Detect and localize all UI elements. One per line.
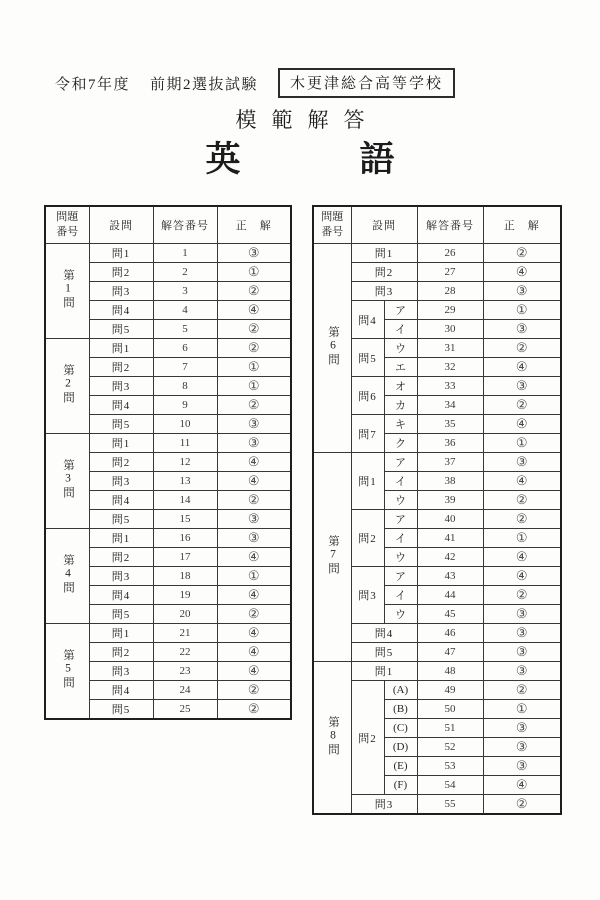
question-cell: 問4 [351, 624, 417, 643]
sub-question-cell: ウ [384, 548, 417, 567]
correct-answer-cell: ② [217, 700, 291, 720]
answer-number-cell: 44 [417, 586, 483, 605]
question-cell: 問2 [351, 263, 417, 282]
question-cell: 問3 [351, 282, 417, 301]
sub-question-cell: ア [384, 301, 417, 320]
correct-answer-cell: ② [217, 681, 291, 700]
question-cell: 問4 [89, 396, 153, 415]
answer-number-cell: 34 [417, 396, 483, 415]
correct-answer-cell: ① [483, 700, 561, 719]
correct-answer-cell: ④ [483, 548, 561, 567]
header-problem-no: 問題番号 [313, 206, 351, 244]
sub-question-cell: (A) [384, 681, 417, 700]
answer-row [45, 434, 291, 453]
answer-number-cell: 43 [417, 567, 483, 586]
answer-number-cell: 2 [153, 263, 217, 282]
correct-answer-cell: ① [217, 377, 291, 396]
question-cell: 問5 [351, 643, 417, 662]
question-cell: 問3 [89, 662, 153, 681]
correct-answer-cell: ② [217, 339, 291, 358]
sub-question-cell: イ [384, 320, 417, 339]
correct-answer-cell: ③ [483, 453, 561, 472]
question-cell: 問4 [89, 301, 153, 320]
question-cell: 問2 [351, 681, 384, 795]
answer-row [313, 415, 561, 434]
answer-number-cell: 11 [153, 434, 217, 453]
answer-row [45, 244, 291, 263]
answer-row [45, 624, 291, 643]
question-cell: 問4 [89, 681, 153, 700]
answer-number-cell: 22 [153, 643, 217, 662]
answer-number-cell: 51 [417, 719, 483, 738]
question-cell: 問2 [89, 453, 153, 472]
problem-number-cell: 第7問 [313, 453, 351, 662]
question-cell: 問1 [89, 434, 153, 453]
correct-answer-cell: ① [217, 567, 291, 586]
answer-number-cell: 16 [153, 529, 217, 548]
correct-answer-cell: ④ [217, 548, 291, 567]
answer-number-cell: 12 [153, 453, 217, 472]
header-correct: 正 解 [217, 206, 291, 244]
subject-row [0, 132, 600, 182]
problem-number-cell: 第6問 [313, 244, 351, 453]
sub-question-cell: (D) [384, 738, 417, 757]
answer-number-cell: 25 [153, 700, 217, 720]
sub-question-cell: カ [384, 396, 417, 415]
question-cell: 問1 [89, 339, 153, 358]
question-cell: 問4 [351, 301, 384, 339]
correct-answer-cell: ④ [483, 415, 561, 434]
era-label: 令和7年度 [55, 76, 131, 93]
header-question: 設問 [351, 206, 417, 244]
answer-number-cell: 33 [417, 377, 483, 396]
question-cell: 問1 [351, 453, 384, 510]
problem-number-cell: 第8問 [313, 662, 351, 815]
problem-number-cell: 第5問 [45, 624, 89, 720]
table-header-row [45, 206, 291, 244]
answer-number-cell: 29 [417, 301, 483, 320]
question-cell: 問3 [89, 377, 153, 396]
answer-row [313, 510, 561, 529]
answer-row [313, 377, 561, 396]
correct-answer-cell: ② [217, 320, 291, 339]
correct-answer-cell: ① [483, 301, 561, 320]
answer-number-cell: 36 [417, 434, 483, 453]
correct-answer-cell: ④ [217, 643, 291, 662]
answer-row [45, 339, 291, 358]
answer-number-cell: 46 [417, 624, 483, 643]
answer-number-cell: 14 [153, 491, 217, 510]
correct-answer-cell: ④ [217, 453, 291, 472]
answer-number-cell: 17 [153, 548, 217, 567]
correct-answer-cell: ④ [217, 586, 291, 605]
sub-question-cell: ア [384, 510, 417, 529]
exam-label: 前期2選抜試験 [150, 76, 259, 93]
answer-number-cell: 26 [417, 244, 483, 263]
doc-title-row [0, 104, 600, 134]
correct-answer-cell: ② [483, 510, 561, 529]
correct-answer-cell: ② [217, 491, 291, 510]
header-answer-no: 解答番号 [417, 206, 483, 244]
question-cell: 問5 [89, 415, 153, 434]
answer-number-cell: 54 [417, 776, 483, 795]
correct-answer-cell: ④ [483, 358, 561, 377]
correct-answer-cell: ② [483, 586, 561, 605]
answer-number-cell: 4 [153, 301, 217, 320]
answer-number-cell: 41 [417, 529, 483, 548]
question-cell: 問3 [89, 567, 153, 586]
answer-row [313, 643, 561, 662]
answer-number-cell: 7 [153, 358, 217, 377]
problem-number-cell: 第4問 [45, 529, 89, 624]
question-cell: 問5 [351, 339, 384, 377]
correct-answer-cell: ② [483, 681, 561, 700]
sub-question-cell: イ [384, 586, 417, 605]
correct-answer-cell: ② [483, 396, 561, 415]
answer-row [313, 567, 561, 586]
answer-number-cell: 3 [153, 282, 217, 301]
correct-answer-cell: ② [217, 605, 291, 624]
correct-answer-cell: ③ [483, 320, 561, 339]
correct-answer-cell: ③ [483, 719, 561, 738]
question-cell: 問1 [89, 529, 153, 548]
answer-number-cell: 18 [153, 567, 217, 586]
sub-question-cell: キ [384, 415, 417, 434]
correct-answer-cell: ② [483, 491, 561, 510]
question-cell: 問3 [351, 795, 417, 815]
answer-number-cell: 35 [417, 415, 483, 434]
sub-question-cell: ア [384, 453, 417, 472]
answer-number-cell: 48 [417, 662, 483, 681]
header-problem-no: 問題番号 [45, 206, 89, 244]
answer-number-cell: 6 [153, 339, 217, 358]
correct-answer-cell: ① [217, 263, 291, 282]
question-cell: 問3 [351, 567, 384, 624]
correct-answer-cell: ④ [217, 624, 291, 643]
correct-answer-cell: ③ [217, 529, 291, 548]
sub-question-cell: エ [384, 358, 417, 377]
sub-question-cell: (E) [384, 757, 417, 776]
answer-number-cell: 37 [417, 453, 483, 472]
sub-question-cell: ウ [384, 605, 417, 624]
answer-number-cell: 9 [153, 396, 217, 415]
question-cell: 問2 [89, 643, 153, 662]
correct-answer-cell: ② [217, 396, 291, 415]
header-question: 設問 [89, 206, 153, 244]
answer-number-cell: 42 [417, 548, 483, 567]
question-cell: 問2 [89, 358, 153, 377]
question-cell: 問6 [351, 377, 384, 415]
question-cell: 問7 [351, 415, 384, 453]
answer-row [313, 453, 561, 472]
sub-question-cell: ウ [384, 491, 417, 510]
answer-number-cell: 15 [153, 510, 217, 529]
answer-number-cell: 28 [417, 282, 483, 301]
correct-answer-cell: ④ [483, 472, 561, 491]
sub-question-cell: ウ [384, 339, 417, 358]
question-cell: 問2 [351, 510, 384, 567]
correct-answer-cell: ② [217, 282, 291, 301]
doc-title: 模範解答 [235, 108, 380, 132]
question-cell: 問1 [89, 624, 153, 643]
answer-number-cell: 21 [153, 624, 217, 643]
correct-answer-cell: ③ [483, 377, 561, 396]
correct-answer-cell: ④ [483, 263, 561, 282]
answer-number-cell: 47 [417, 643, 483, 662]
correct-answer-cell: ③ [217, 434, 291, 453]
correct-answer-cell: ② [483, 244, 561, 263]
table-header-row [313, 206, 561, 244]
answer-row [313, 624, 561, 643]
question-cell: 問3 [89, 282, 153, 301]
answer-number-cell: 24 [153, 681, 217, 700]
sub-question-cell: (B) [384, 700, 417, 719]
answer-row [313, 263, 561, 282]
question-cell: 問5 [89, 700, 153, 720]
correct-answer-cell: ④ [483, 776, 561, 795]
question-cell: 問2 [89, 263, 153, 282]
sub-question-cell: イ [384, 472, 417, 491]
correct-answer-cell: ② [483, 795, 561, 815]
correct-answer-cell: ③ [483, 738, 561, 757]
question-cell: 問5 [89, 605, 153, 624]
correct-answer-cell: ③ [217, 244, 291, 263]
answer-number-cell: 39 [417, 491, 483, 510]
header-answer-no: 解答番号 [153, 206, 217, 244]
correct-answer-cell: ① [217, 358, 291, 377]
answer-number-cell: 49 [417, 681, 483, 700]
correct-answer-cell: ③ [217, 415, 291, 434]
answer-number-cell: 13 [153, 472, 217, 491]
answer-row [313, 681, 561, 700]
question-cell: 問1 [351, 244, 417, 263]
school-name-box: 木更津総合高等学校 [278, 68, 455, 98]
correct-answer-cell: ③ [483, 282, 561, 301]
header-correct: 正 解 [483, 206, 561, 244]
question-cell: 問1 [89, 244, 153, 263]
correct-answer-cell: ③ [217, 510, 291, 529]
question-cell: 問3 [89, 472, 153, 491]
answer-number-cell: 8 [153, 377, 217, 396]
answer-number-cell: 5 [153, 320, 217, 339]
answer-number-cell: 1 [153, 244, 217, 263]
question-cell: 問5 [89, 320, 153, 339]
answer-number-cell: 20 [153, 605, 217, 624]
correct-answer-cell: ④ [217, 301, 291, 320]
answer-row [45, 529, 291, 548]
sub-question-cell: オ [384, 377, 417, 396]
answer-row [313, 662, 561, 681]
answer-row [313, 244, 561, 263]
sub-question-cell: ア [384, 567, 417, 586]
correct-answer-cell: ③ [483, 643, 561, 662]
answer-number-cell: 32 [417, 358, 483, 377]
answer-number-cell: 53 [417, 757, 483, 776]
answer-number-cell: 52 [417, 738, 483, 757]
correct-answer-cell: ④ [483, 567, 561, 586]
subject-title: 英 語 [205, 140, 437, 179]
correct-answer-cell: ② [483, 339, 561, 358]
correct-answer-cell: ③ [483, 624, 561, 643]
problem-number-cell: 第3問 [45, 434, 89, 529]
question-cell: 問1 [351, 662, 417, 681]
answer-number-cell: 55 [417, 795, 483, 815]
answer-number-cell: 45 [417, 605, 483, 624]
sub-question-cell: (F) [384, 776, 417, 795]
correct-answer-cell: ① [483, 434, 561, 453]
answer-table-right [312, 205, 562, 815]
answer-number-cell: 23 [153, 662, 217, 681]
question-cell: 問4 [89, 586, 153, 605]
correct-answer-cell: ④ [217, 662, 291, 681]
answer-number-cell: 27 [417, 263, 483, 282]
sub-question-cell: ク [384, 434, 417, 453]
answer-row [313, 301, 561, 320]
correct-answer-cell: ① [483, 529, 561, 548]
answer-number-cell: 50 [417, 700, 483, 719]
problem-number-cell: 第2問 [45, 339, 89, 434]
correct-answer-cell: ③ [483, 605, 561, 624]
answer-table-left [44, 205, 292, 720]
sub-question-cell: イ [384, 529, 417, 548]
answer-row [313, 282, 561, 301]
answer-number-cell: 30 [417, 320, 483, 339]
correct-answer-cell: ③ [483, 662, 561, 681]
answer-number-cell: 19 [153, 586, 217, 605]
question-cell: 問2 [89, 548, 153, 567]
question-cell: 問5 [89, 510, 153, 529]
answer-number-cell: 10 [153, 415, 217, 434]
answer-row [313, 339, 561, 358]
document-header [55, 68, 455, 98]
answer-number-cell: 38 [417, 472, 483, 491]
problem-number-cell: 第1問 [45, 244, 89, 339]
correct-answer-cell: ③ [483, 757, 561, 776]
answer-number-cell: 40 [417, 510, 483, 529]
answer-number-cell: 31 [417, 339, 483, 358]
question-cell: 問4 [89, 491, 153, 510]
sub-question-cell: (C) [384, 719, 417, 738]
correct-answer-cell: ④ [217, 472, 291, 491]
answer-row [313, 795, 561, 815]
